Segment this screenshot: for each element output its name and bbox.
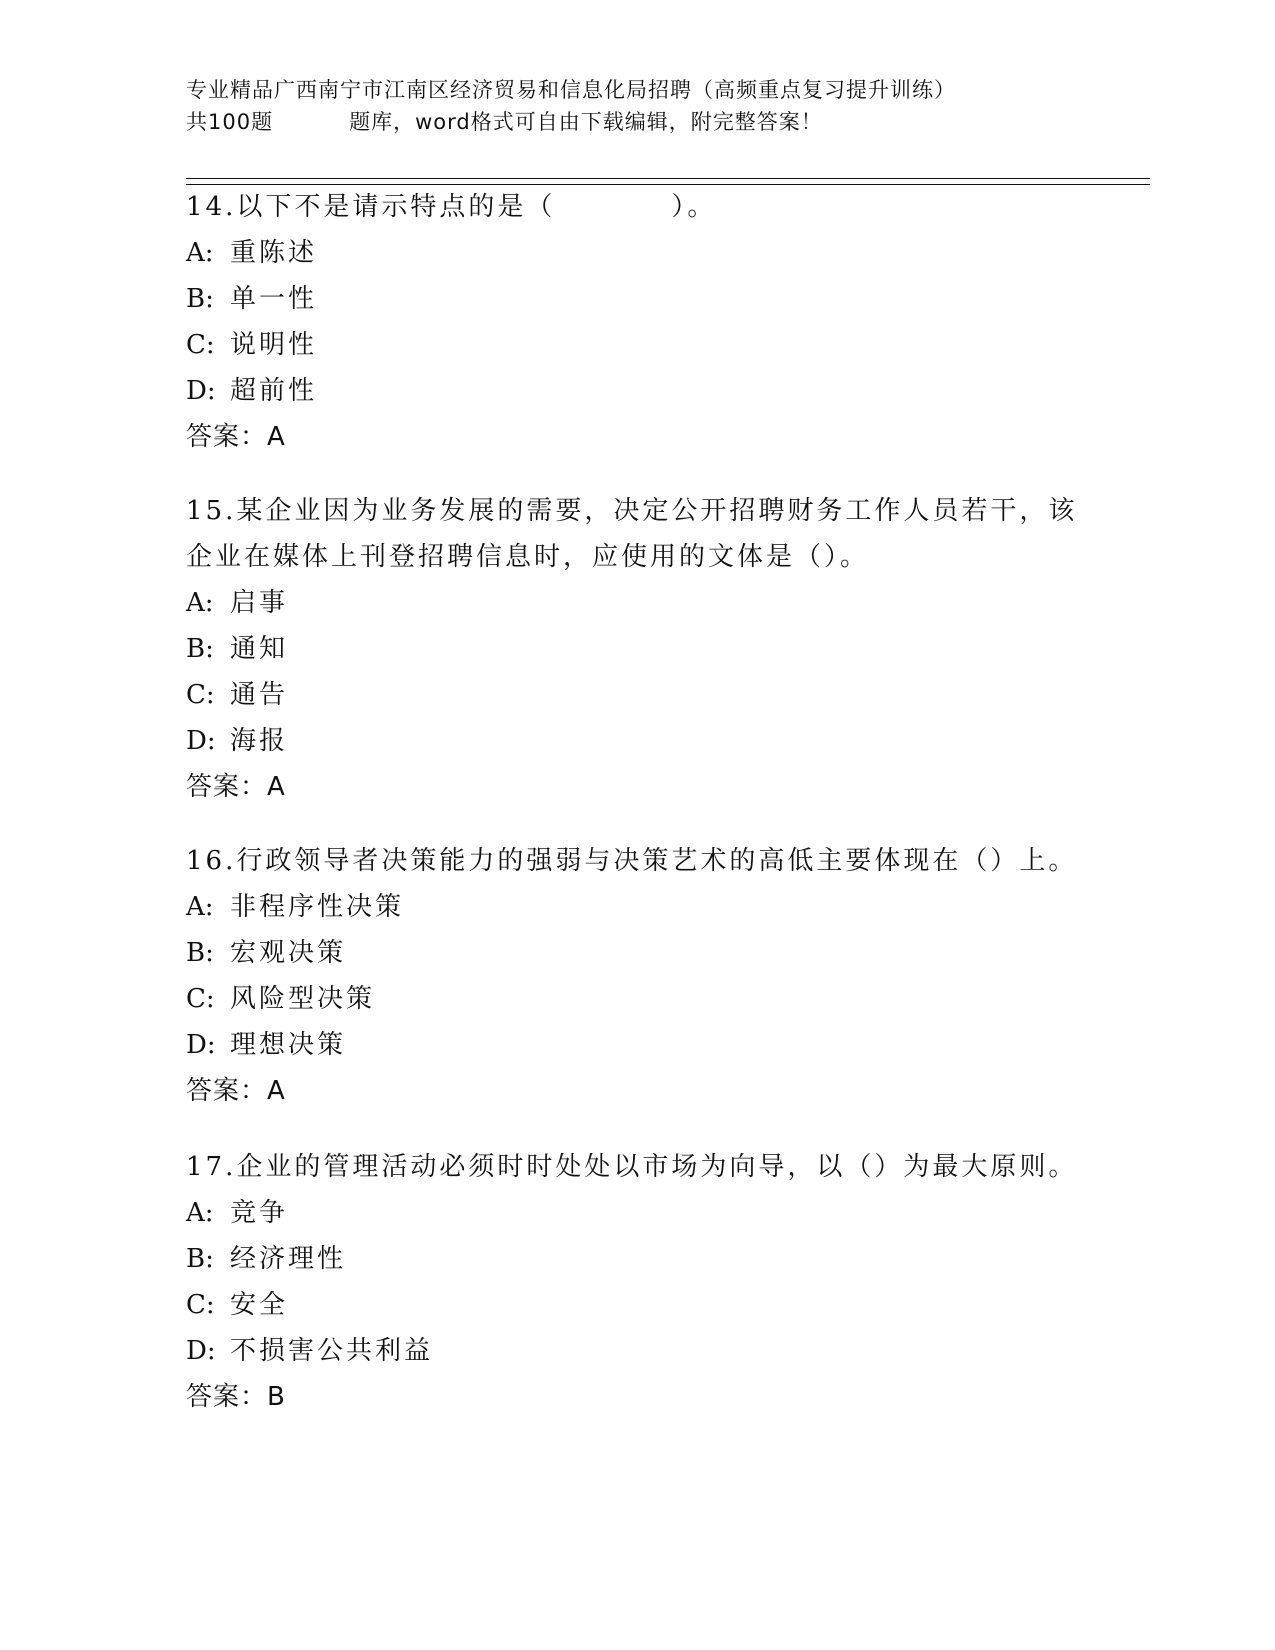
question-17 [186, 1150, 1086, 1414]
header-subtitle-line [186, 106, 1146, 138]
option-letter: B: [186, 634, 214, 664]
option-d [186, 724, 1086, 758]
option-text: 竞争 [230, 1198, 289, 1228]
option-c [186, 982, 1086, 1016]
option-letter: B: [186, 938, 214, 968]
option-b [186, 632, 1086, 666]
option-text: 理想决策 [230, 1030, 347, 1060]
option-text: 通告 [230, 680, 289, 710]
option-d [186, 1028, 1086, 1062]
option-text: 不损害公共利益 [230, 1336, 434, 1366]
answer-line: 答案：A [186, 772, 286, 802]
option-letter: A: [186, 892, 214, 922]
option-letter: D: [186, 1030, 216, 1060]
question-14 [186, 190, 1086, 454]
option-d [186, 1334, 1086, 1368]
option-text: 宏观决策 [230, 938, 347, 968]
option-a [186, 236, 1086, 270]
option-letter: D: [186, 376, 216, 406]
option-c [186, 678, 1086, 712]
question-text: 14.以下不是请示特点的是（ ）。 [186, 192, 717, 222]
option-letter: C: [186, 330, 215, 360]
option-letter: C: [186, 680, 215, 710]
option-text: 安全 [230, 1290, 289, 1320]
option-text: 超前性 [230, 376, 318, 406]
option-a [186, 890, 1086, 924]
header-divider-bottom [186, 184, 1150, 185]
option-letter: C: [186, 984, 215, 1014]
header-question-count: 共100题 [186, 110, 274, 134]
option-b [186, 1242, 1086, 1276]
option-letter: B: [186, 284, 214, 314]
question-text: 17.企业的管理活动必须时时处处以市场为向导，以（）为最大原则。 [186, 1152, 1078, 1182]
header-note: 题库，word格式可自由下载编辑，附完整答案！ [349, 110, 823, 134]
option-b [186, 936, 1086, 970]
header-title-line: 专业精品广西南宁市江南区经济贸易和信息化局招聘（高频重点复习提升训练） [186, 78, 956, 102]
option-letter: A: [186, 588, 214, 618]
question-text-continued: 企业在媒体上刊登招聘信息时，应使用的文体是（）。 [186, 542, 870, 572]
question-16 [186, 844, 1086, 1108]
option-letter: D: [186, 726, 216, 756]
option-text: 海报 [230, 726, 289, 756]
option-text: 经济理性 [230, 1244, 347, 1274]
question-15 [186, 494, 1086, 804]
question-text: 15.某企业因为业务发展的需要，决定公开招聘财务工作人员若干，该 [186, 496, 1078, 526]
option-letter: A: [186, 1198, 214, 1228]
answer-line: 答案：A [186, 1076, 286, 1106]
option-b [186, 282, 1086, 316]
option-letter: D: [186, 1336, 216, 1366]
option-text: 启事 [230, 588, 289, 618]
answer-line: 答案：A [186, 422, 286, 452]
option-text: 单一性 [230, 284, 318, 314]
answer-line: 答案：B [186, 1382, 286, 1412]
header-divider-top [186, 178, 1150, 179]
option-d [186, 374, 1086, 408]
option-c [186, 1288, 1086, 1322]
option-text: 非程序性决策 [230, 892, 405, 922]
option-text: 说明性 [230, 330, 318, 360]
option-letter: B: [186, 1244, 214, 1274]
option-text: 风险型决策 [230, 984, 376, 1014]
option-text: 通知 [230, 634, 289, 664]
option-c [186, 328, 1086, 362]
question-text: 16.行政领导者决策能力的强弱与决策艺术的高低主要体现在（）上。 [186, 846, 1078, 876]
option-letter: A: [186, 238, 214, 268]
option-a [186, 586, 1086, 620]
option-a [186, 1196, 1086, 1230]
option-letter: C: [186, 1290, 215, 1320]
document-header [186, 74, 1146, 138]
option-text: 重陈述 [230, 238, 318, 268]
